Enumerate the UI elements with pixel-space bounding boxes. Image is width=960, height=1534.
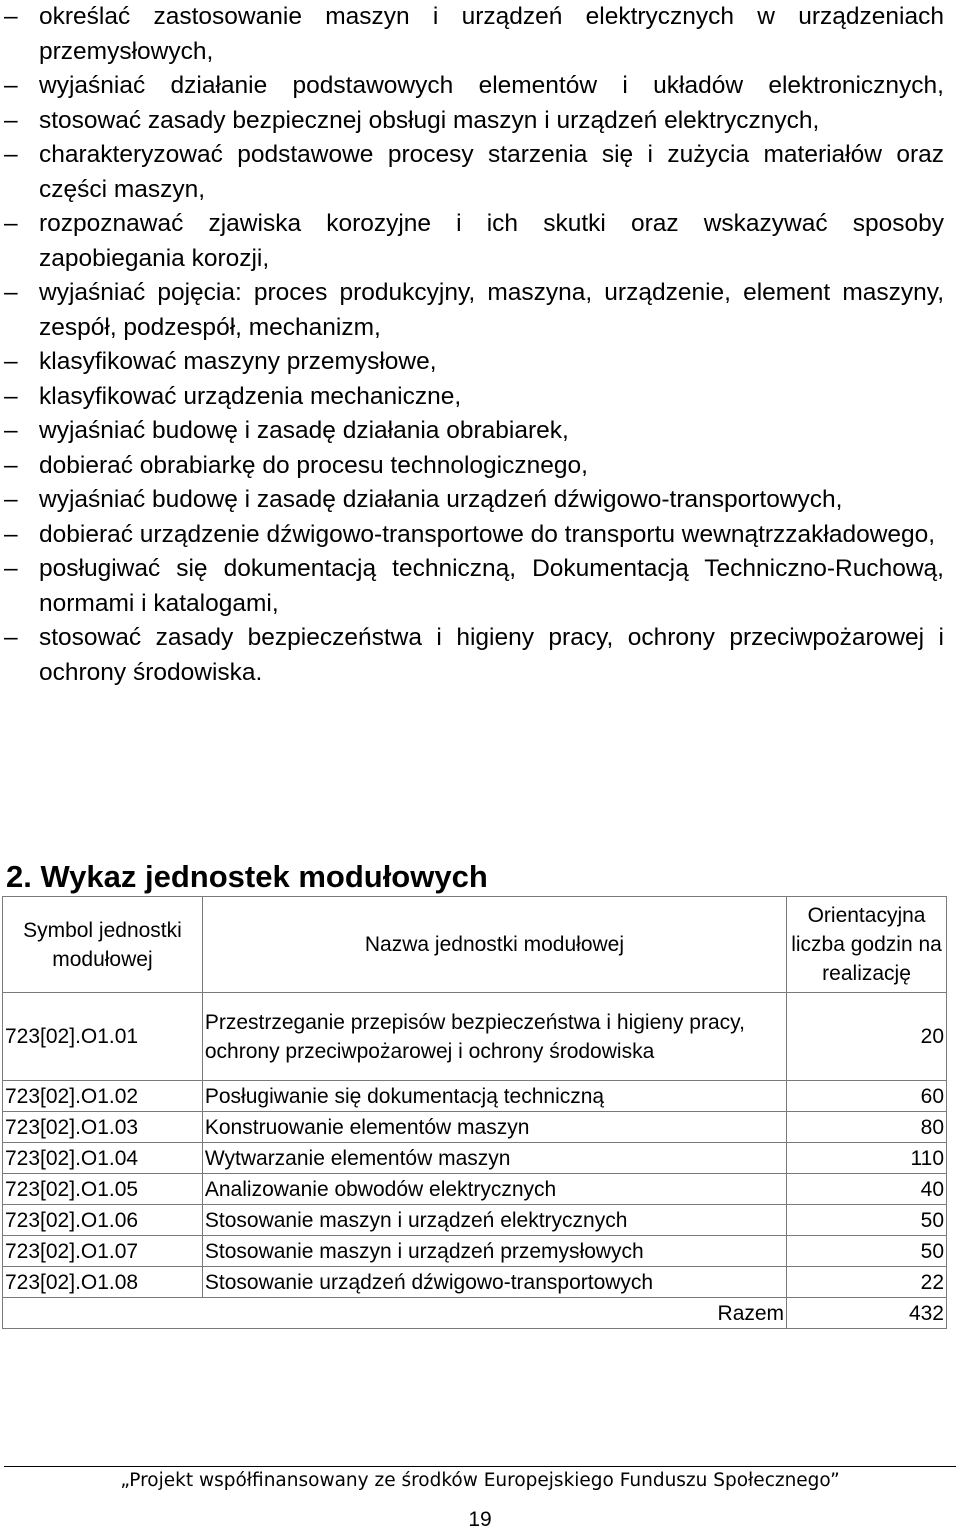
dash-marker: – (4, 624, 18, 651)
list-item (0, 207, 960, 276)
unit-name: Posługiwanie się dokumentacją techniczną (202, 1081, 786, 1112)
list-item (0, 449, 960, 484)
unit-name: Analizowanie obwodów elektrycznych (202, 1174, 786, 1205)
list-item-text: wyjaśniać budowę i zasadę działania urządzeń dźwigowo-transportowych, (39, 486, 843, 513)
unit-hours: 60 (787, 1081, 947, 1112)
unit-symbol: 723[02].O1.03 (3, 1112, 203, 1143)
list-item-text: dobierać urządzenie dźwigowo-transportowe do transportu wewnątrzzakładowego, (39, 520, 936, 548)
dash-marker: – (4, 141, 18, 168)
list-item-text: posługiwać się dokumentacją techniczną, Dokumentacją Techniczno-Ruchową, normami i katalogami, (39, 555, 944, 617)
header-name: Nazwa jednostki modułowej (202, 897, 786, 993)
list-item-text: dobierać obrabiarkę do procesu technologicznego, (39, 451, 588, 479)
list-item-text: wyjaśniać działanie podstawowych elementów i układów elektronicznych, (39, 72, 944, 99)
table-row (3, 1205, 947, 1236)
dash-marker: – (4, 72, 18, 99)
list-item-text: wyjaśniać budowę i zasadę działania obrabiarek, (39, 417, 569, 444)
list-item-text: stosować zasady bezpiecznej obsługi maszyn i urządzeń elektrycznych, (39, 106, 820, 134)
dash-marker: – (4, 3, 18, 30)
list-item (0, 483, 960, 518)
list-item-text: klasyfikować urządzenia mechaniczne, (39, 382, 462, 410)
list-item-text: określać zastosowanie maszyn i urządzeń elektrycznych w urządzeniach przemysłowych, (39, 3, 944, 65)
total-label: Razem (3, 1298, 787, 1329)
list-item (0, 380, 960, 415)
header-hours: Orientacyjna liczba godzin na realizację (787, 897, 947, 993)
table-header-row (3, 897, 947, 993)
total-hours: 432 (787, 1298, 947, 1329)
dash-marker: – (4, 451, 18, 479)
unit-name: Stosowanie urządzeń dźwigowo-transportowych (202, 1267, 786, 1298)
list-item-text: charakteryzować podstawowe procesy starzenia się i zużycia materiałów oraz części maszyn, (39, 141, 944, 203)
unit-hours: 50 (787, 1236, 947, 1267)
list-item (0, 138, 960, 207)
unit-symbol: 723[02].O1.05 (3, 1174, 203, 1205)
dash-marker: – (4, 555, 18, 582)
list-item-text: klasyfikować maszyny przemysłowe, (39, 348, 437, 375)
dash-marker: – (4, 417, 18, 444)
unit-symbol: 723[02].O1.07 (3, 1236, 203, 1267)
list-item (0, 104, 960, 139)
table-row (3, 1112, 947, 1143)
footer-divider (4, 1466, 956, 1467)
table-row (3, 1174, 947, 1205)
list-item (0, 552, 960, 621)
list-item (0, 69, 960, 104)
unit-name: Stosowanie maszyn i urządzeń elektrycznych (202, 1205, 786, 1236)
unit-symbol: 723[02].O1.01 (3, 993, 203, 1081)
dash-marker: – (4, 106, 18, 134)
page-number: 19 (468, 1508, 492, 1531)
unit-symbol: 723[02].O1.04 (3, 1143, 203, 1174)
table-row (3, 1236, 947, 1267)
unit-name: Przestrzeganie przepisów bezpieczeństwa i higieny pracy, ochrony przeciwpożarowej i ochrony środowiska (202, 993, 786, 1081)
table-row (3, 1267, 947, 1298)
dash-marker: – (4, 279, 18, 306)
modular-units-table (2, 896, 947, 1329)
unit-hours: 22 (787, 1267, 947, 1298)
objectives-list (0, 0, 960, 690)
list-item (0, 621, 960, 690)
list-item (0, 518, 960, 553)
list-item-text: stosować zasady bezpieczeństwa i higieny pracy, ochrony przeciwpożarowej i ochrony środowiska. (39, 624, 944, 686)
unit-hours: 40 (787, 1174, 947, 1205)
table-total-row (3, 1298, 947, 1329)
unit-hours: 110 (787, 1143, 947, 1174)
unit-name: Stosowanie maszyn i urządzeń przemysłowych (202, 1236, 786, 1267)
dash-marker: – (4, 348, 18, 375)
section-heading: 2. Wykaz jednostek modułowych (6, 859, 488, 894)
unit-hours: 20 (787, 993, 947, 1081)
unit-name: Konstruowanie elementów maszyn (202, 1112, 786, 1143)
list-item-text: rozpoznawać zjawiska korozyjne i ich skutki oraz wskazywać sposoby zapobiegania korozji, (39, 210, 944, 272)
table-row (3, 993, 947, 1081)
list-item (0, 414, 960, 449)
dash-marker: – (4, 210, 18, 237)
list-item-text: wyjaśniać pojęcia: proces produkcyjny, maszyna, urządzenie, element maszyny, zespół, podzespół, mechanizm, (39, 279, 944, 341)
unit-hours: 80 (787, 1112, 947, 1143)
table-row (3, 1081, 947, 1112)
dash-marker: – (4, 520, 18, 548)
unit-hours: 50 (787, 1205, 947, 1236)
unit-symbol: 723[02].O1.02 (3, 1081, 203, 1112)
unit-symbol: 723[02].O1.06 (3, 1205, 203, 1236)
list-item (0, 0, 960, 69)
dash-marker: – (4, 382, 18, 410)
footer-text: „Projekt współfinansowany ze środków Europejskiego Funduszu Społecznego” (120, 1470, 840, 1491)
dash-marker: – (4, 486, 18, 513)
list-item (0, 276, 960, 345)
table-row (3, 1143, 947, 1174)
unit-name: Wytwarzanie elementów maszyn (202, 1143, 786, 1174)
list-item (0, 345, 960, 380)
unit-symbol: 723[02].O1.08 (3, 1267, 203, 1298)
header-symbol: Symbol jednostki modułowej (3, 897, 203, 993)
